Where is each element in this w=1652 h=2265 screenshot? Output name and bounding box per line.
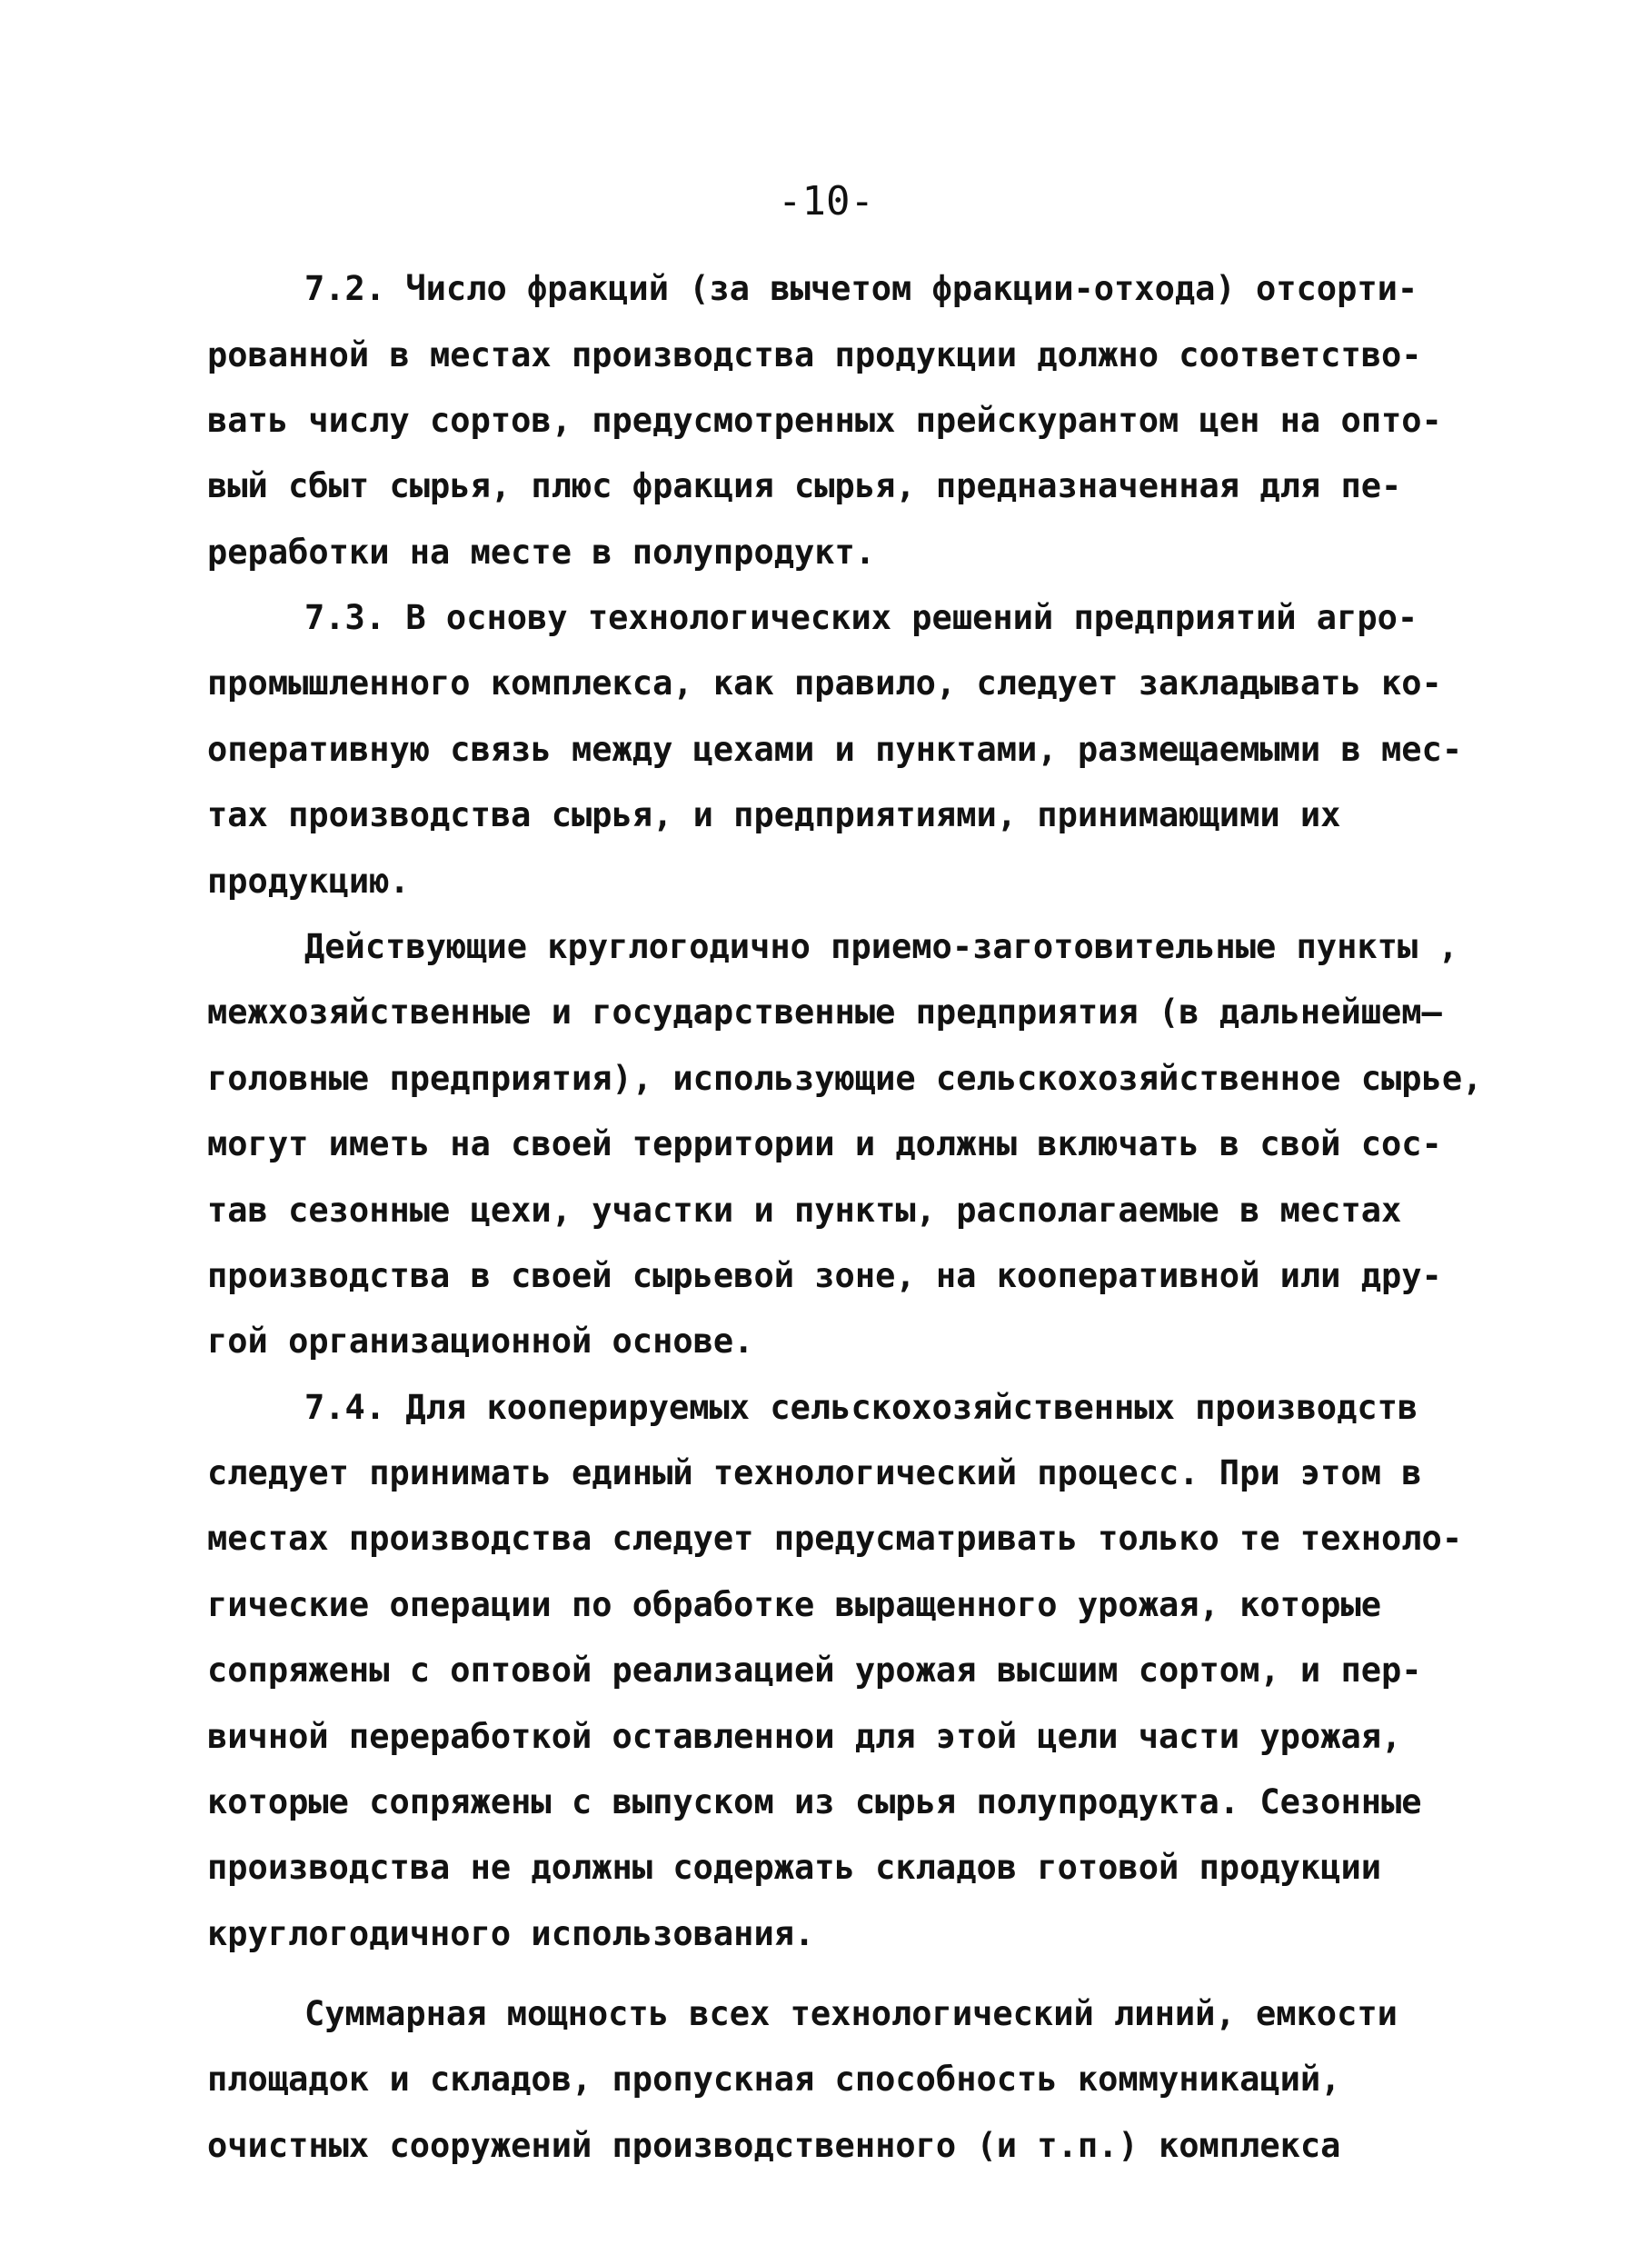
text-line: производства в своей сырьевой зоне, на кооперативной или дру- <box>207 1256 1442 1295</box>
text-line: тах производства сырья, и предприятиями, принимающими их <box>207 795 1341 834</box>
text-line: Действующие круглогодично приемо-заготовительные пункты , <box>304 927 1458 966</box>
text-line: гой организационной основе. <box>207 1322 754 1361</box>
text-line: вичной переработкой оставленнои для этой цели части урожая, <box>207 1717 1402 1756</box>
text-line: межхозяйственные и государственные предприятия (в дальнейшем— <box>207 993 1442 1032</box>
text-line: местах производства следует предусматривать только те техноло- <box>207 1519 1463 1558</box>
text-line: вать числу сортов, предусмотренных прейскурантом цен на опто- <box>207 401 1442 440</box>
text-line: гические операции по обработке выращенного урожая, которые <box>207 1585 1382 1624</box>
text-line: 7.3. В основу технологических решений предприятий агро- <box>304 598 1418 637</box>
text-line: рованной в местах производства продукции должно соответство- <box>207 335 1422 374</box>
text-line: круглогодичного использования. <box>207 1914 815 1953</box>
text-line: вый сбыт сырья, плюс фракция сырья, предназначенная для пе- <box>207 466 1402 505</box>
text-line: сопряжены с оптовой реализацией урожая высшим сортом, и пер- <box>207 1651 1422 1690</box>
text-line: 7.2. Число фракций (за вычетом фракции-отхода) отсорти- <box>304 269 1418 308</box>
text-line: производства не должны содержать складов готовой продукции <box>207 1848 1382 1887</box>
text-line: которые сопряжены с выпуском из сырья полупродукта. Сезонные <box>207 1782 1422 1821</box>
page-number: -10- <box>778 178 874 225</box>
text-line: головные предприятия), использующие сельскохозяйственное сырье, <box>207 1059 1483 1098</box>
text-line: оперативную связь между цехами и пунктами, размещаемыми в мес- <box>207 730 1463 769</box>
text-line: могут иметь на своей территории и должны включать в свой сос- <box>207 1124 1442 1163</box>
text-line: промышленного комплекса, как правило, следует закладывать ко- <box>207 664 1442 703</box>
text-line: 7.4. Для кооперируемых сельскохозяйственных производств <box>304 1388 1418 1427</box>
text-line: тав сезонные цехи, участки и пункты, располагаемые в местах <box>207 1191 1402 1230</box>
text-line: Суммарная мощность всех технологический линий, емкости <box>304 1994 1398 2033</box>
text-line: следует принимать единый технологический процесс. При этом в <box>207 1453 1422 1492</box>
text-line: продукцию. <box>207 862 410 901</box>
text-line: площадок и складов, пропускная способность коммуникаций, <box>207 2060 1341 2099</box>
text-line: реработки на месте в полупродукт. <box>207 533 876 572</box>
text-line: очистных сооружений производственного (и т.п.) комплекса <box>207 2126 1341 2165</box>
